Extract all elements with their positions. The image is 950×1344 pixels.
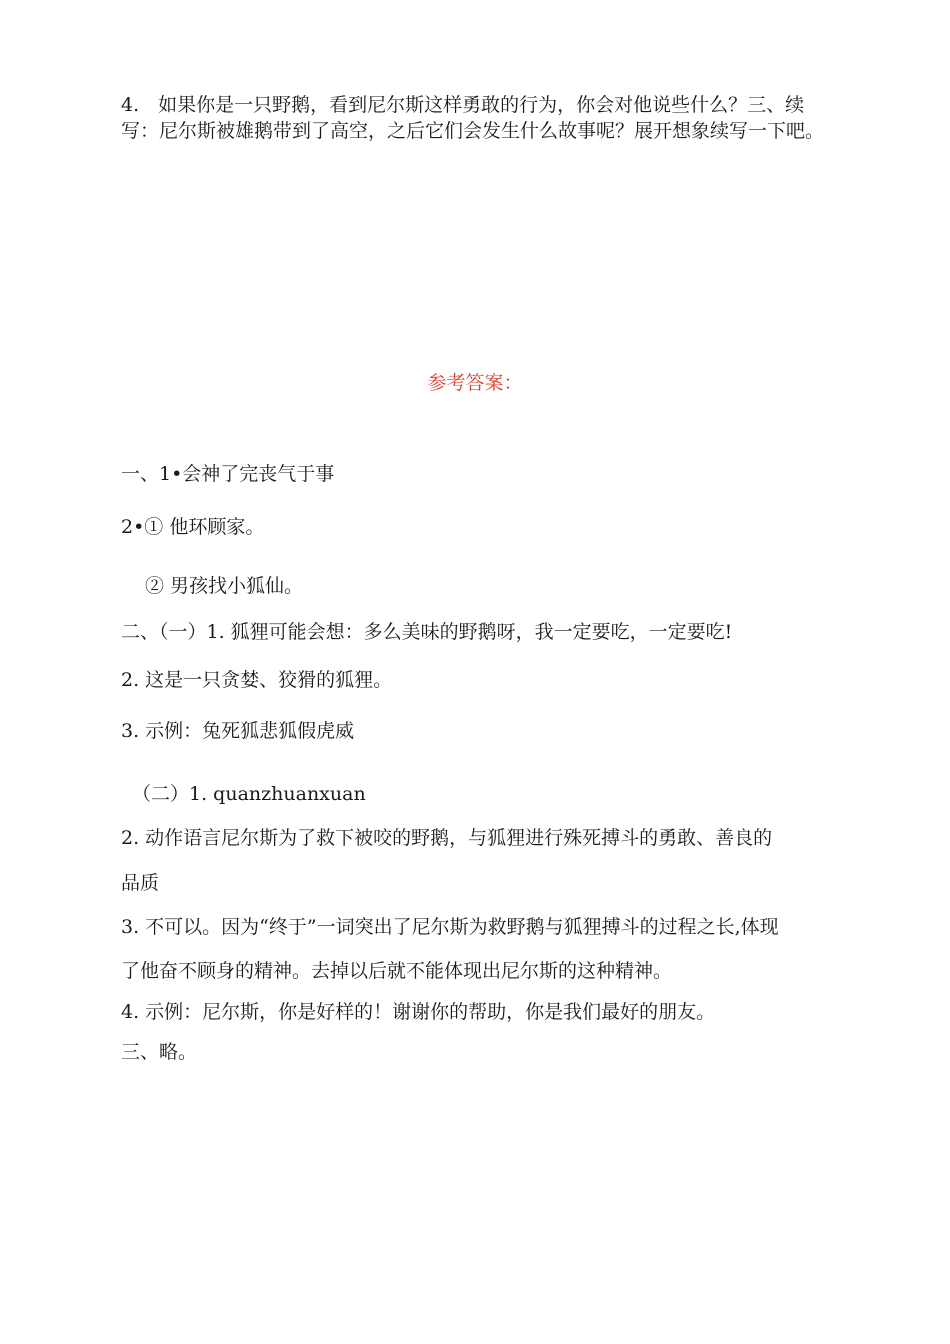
answer-2-2-4: 4. 示例：尼尔斯，你是好样的！谢谢你的帮助，你是我们最好的朋友。 bbox=[121, 1001, 716, 1023]
question-4: 4. 如果你是一只野鹅，看到尼尔斯这样勇敢的行为，你会对他说些什么？三、续写：尼尔斯被雄鹅带到了高空，之后它们会发生什么故事呢？展开想象续写一下吧。 bbox=[121, 94, 825, 142]
answer-1-2: 2•① 他环顾家。 bbox=[121, 516, 265, 538]
answer-2-2-2-cont: 品质 bbox=[121, 872, 160, 894]
answers-heading: 参考答案： bbox=[427, 372, 523, 394]
answer-1-2b: ② 男孩找小狐仙。 bbox=[145, 575, 304, 597]
answer-2-1-1: 二、（一）1. 狐狸可能会想：多么美味的野鹅呀，我一定要吃，一定要吃! bbox=[121, 621, 733, 643]
answer-3: 三、略。 bbox=[121, 1041, 198, 1063]
answer-2-2-2: 2. 动作语言尼尔斯为了救下被咬的野鹅，与狐狸进行殊死搏斗的勇敢、善良的 bbox=[121, 827, 773, 849]
answer-2-2-3-cont: 了他奋不顾身的精神。去掉以后就不能体现出尼尔斯的这种精神。 bbox=[121, 960, 673, 982]
answer-2-2-1: （二）1. quanzhuanxuan bbox=[132, 783, 366, 805]
answer-2-1-2: 2. 这是一只贪婪、狡猾的狐狸。 bbox=[121, 669, 393, 691]
answer-2-2-3: 3. 不可以。因为“终于”一词突出了尼尔斯为救野鹅与狐狸搏斗的过程之长,体现 bbox=[121, 916, 779, 938]
answer-1-1: 一、1•会神了完丧气于事 bbox=[121, 463, 335, 485]
answer-2-1-3: 3. 示例：兔死狐悲狐假虎威 bbox=[121, 720, 355, 742]
